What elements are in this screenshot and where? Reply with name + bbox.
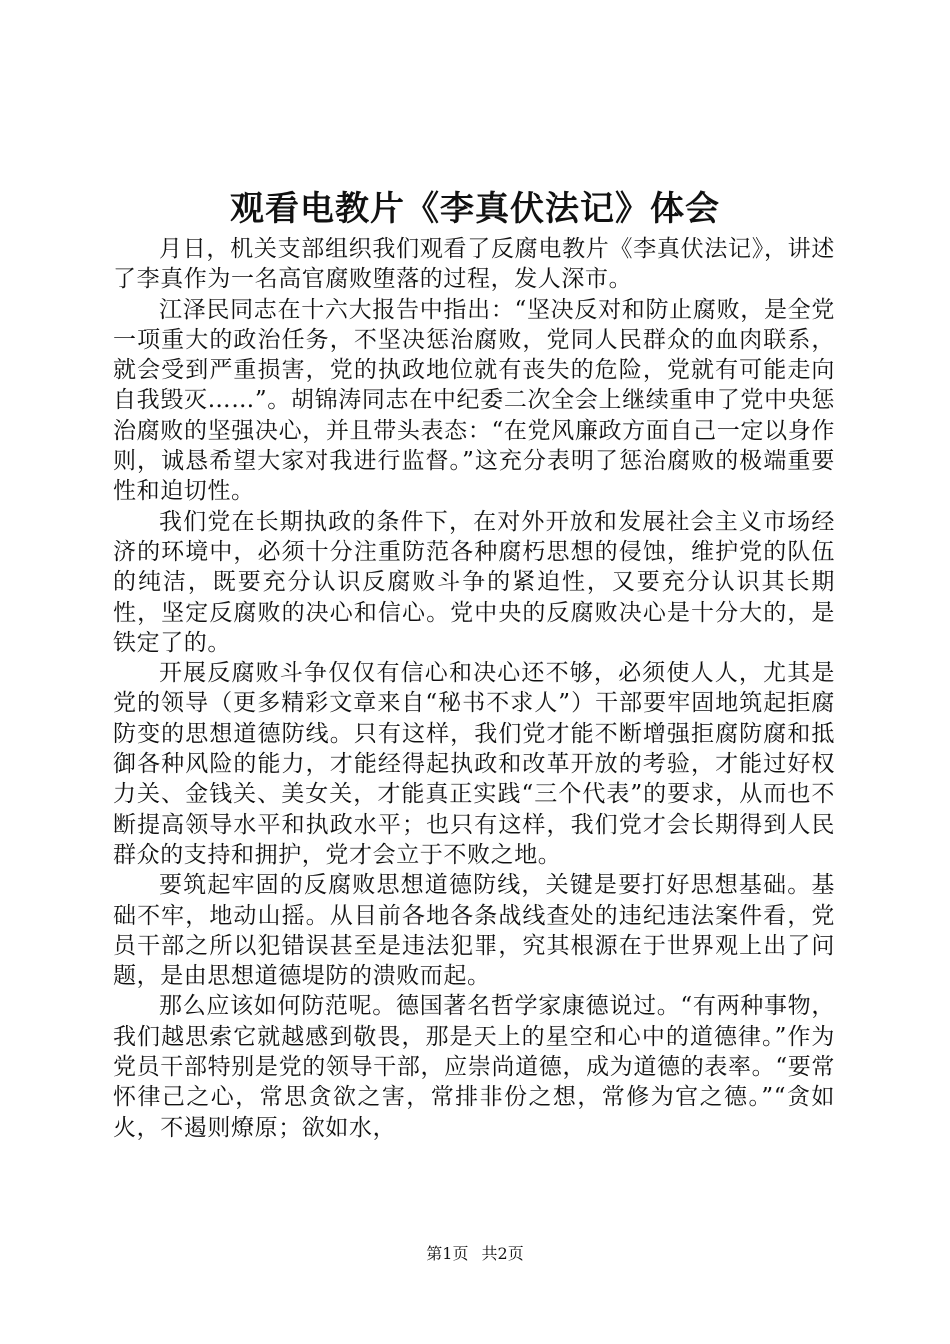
page-number-total: 共2页 — [481, 1244, 524, 1263]
document-title: 观看电教片《李真伏法记》体会 — [230, 189, 720, 229]
page-number-current: 第1页 — [426, 1244, 469, 1263]
paragraph: 江泽民同志在十六大报告中指出：“坚决反对和防止腐败，是全党一项重大的政治任务，不坚决惩治腐败，党同人民群众的血肉联系，就会受到严重损害，党的执政地位就有丧失的危险，党就有可能走向自我毁灭……”。胡锦涛同志在中纪委二次全会上继续重申了党中央惩治腐败的坚强决心，并且带头表态：“在党风廉政方面自己一定以身作则，诚恳希望大家对我进行监督。”这充分表明了惩治腐败的极端重要性和迫切性。 — [113, 296, 835, 505]
document-body — [113, 234, 835, 1143]
paragraph: 月日，机关支部组织我们观看了反腐电教片《李真伏法记》，讲述了李真作为一名高官腐败堕落的过程，发人深市。 — [113, 236, 835, 293]
paragraph: 要筑起牢固的反腐败思想道德防线，关键是要打好思想基础。基础不牢，地动山摇。从目前各地各条战线查处的违纪违法案件看，党员干部之所以犯错误甚至是违法犯罪，究其根源在于世界观上出了问题，是由思想道德堤防的溃败而起。 — [113, 872, 835, 990]
paragraph: 开展反腐败斗争仅仅有信心和决心还不够，必须使人人，尤其是党的领导（更多精彩文章来自“秘书不求人”）干部要牢固地筑起拒腐防变的思想道德防线。只有这样，我们党才能不断增强拒腐防腐和抵御各种风险的能力，才能经得起执政和改革开放的考验，才能过好权力关、金钱关、美女关，才能真正实践“三个代表”的要求，从而也不断提高领导水平和执政水平；也只有这样，我们党才会长期得到人民群众的支持和拥护，党才会立于不败之地。 — [113, 660, 835, 868]
page-footer — [0, 1244, 950, 1264]
paragraph: 我们党在长期执政的条件下，在对外开放和发展社会主义市场经济的环境中，必须十分注重防范各种腐朽思想的侵蚀，维护党的队伍的纯洁，既要充分认识反腐败斗争的紧迫性，又要充分认识其长期性，坚定反腐败的决心和信心。党中央的反腐败决心是十分大的，是铁定了的。 — [113, 508, 835, 656]
paragraph: 那么应该如何防范呢。德国著名哲学家康德说过。“有两种事物，我们越思索它就越感到敬畏，那是天上的星空和心中的道德律。”作为党员干部特别是党的领导干部，应崇尚道德，成为道德的表率。“要常怀律己之心，常思贪欲之害，常排非份之想，常修为官之德。”“贪如火，不遏则燎原；欲如水， — [113, 993, 835, 1141]
